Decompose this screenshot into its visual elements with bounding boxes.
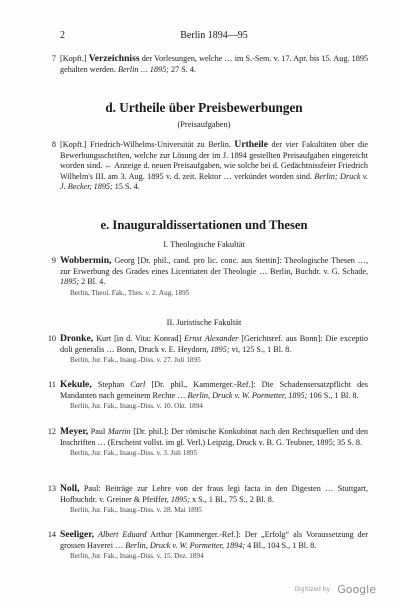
entry-14 [47, 529, 369, 562]
entry-7 [51, 53, 369, 75]
entry-number: 8 [51, 140, 56, 149]
entry-body: der Vorlesungen, welche … im S.-Sem. v. 17. Apr. bis 15. Aug. 1895 gehalten werden. [60, 54, 369, 74]
running-header [60, 30, 368, 44]
entry-body: Paul: Beiträge zur Lehre von der fraus legi facta in den Digesten … Stuttgart, Hofbuchdr. v. Greiner & Pfeiffer, [60, 484, 368, 504]
google-logo: Google [337, 583, 376, 596]
entry-8 [51, 139, 368, 193]
entry-body-cont: Arthur [Kammerger.-Ref.]: Der „Erfolg“ als Voraussetzung der grossen Haverei … [60, 530, 369, 550]
entry-number: 11 [48, 380, 56, 389]
entry-given-name: Martin [107, 427, 131, 436]
entry-imprint: Berlin, Druck v. W. Pormetter, 1895; [187, 390, 308, 400]
running-title: Berlin 1894—95 [180, 30, 248, 41]
faculty-heading-theology: I. Theologische Fakultät [163, 240, 245, 249]
entry-collation: 27 S. 4. [168, 64, 196, 74]
section-heading-d: d. Urtheile über Preisbewerbungen [105, 100, 303, 115]
watermark-caption: Digitized by [294, 586, 331, 593]
entry-number: 10 [47, 334, 56, 343]
entry-given-name: Carl [130, 380, 146, 389]
entry-text [60, 484, 368, 505]
entry-source: Berlin, Jur. Fak., Inaug.-Diss. v. 3. Juli 1895 [70, 449, 198, 458]
entry-text [60, 427, 368, 448]
entry-source: Berlin, Jur. Fak., Inaug.-Diss. v. 15. Dez. 1894 [70, 552, 204, 561]
entry-11 [48, 379, 368, 412]
entry-title: Verzeichniss [88, 53, 140, 64]
entry-number: 7 [51, 54, 56, 63]
entry-body: Georg [Dr. phil., cand. pro lic. conc. aus Stettin]: Theologische Thesen …, zur Erwerbung des Grades eines Licentiaten der Theologie … Berlin, Buchdr. v. G. Schade, [60, 256, 368, 276]
entry-13 [47, 483, 368, 516]
entry-collation: 106 S., 1 Bl. 8. [307, 390, 359, 400]
entry-source: Berlin, Jur. Fak., Inaug.-Diss. v. 27. Juli 1895 [70, 356, 201, 365]
entry-imprint: Berlin … 1895; [117, 64, 169, 74]
entry-number: 9 [51, 256, 56, 265]
entry-source: Berlin, Jur. Fak., Inaug.-Diss. v. 10. Okt. 1894 [70, 402, 203, 411]
entry-text [60, 530, 368, 551]
entry-collation: 4 Bl., 104 S., 1 Bl. 8. [245, 540, 317, 550]
entry-given-name: Albert Eduard [97, 530, 147, 539]
entry-text [60, 380, 368, 401]
entry-number: 13 [47, 484, 56, 493]
entry-text [60, 256, 368, 288]
entry-collation: x S., 1 Bl., 75 S., 2 Bl. 8. [189, 494, 274, 504]
entry-imprint: 1895; [60, 277, 80, 287]
entry-lead: [Kopft.] [60, 54, 89, 63]
entry-body-cont: [Dr. phil., Kammerger.-Ref.]: Die Schadensersatzpflicht des Mandanten nach gemeinem Rechte … [60, 380, 368, 400]
entry-imprint: Berlin, Druck v. W. Pormetter, 1894; [125, 540, 246, 550]
digitized-watermark [294, 579, 376, 598]
page-number: 2 [60, 30, 65, 41]
entry-author: Kekule, [60, 379, 92, 390]
faculty-heading-law: II. Juristische Fakultät [166, 318, 242, 327]
entry-imprint: 1895; [170, 494, 190, 504]
entry-body: Paul [88, 427, 108, 436]
entry-text [60, 140, 368, 193]
entry-body-cont: [Gerichtsref. aus Bonn]: Die exceptio doli generalis … Bonn, Druck v. E. Heydorn, [60, 334, 368, 354]
entry-source: Berlin, Jur. Fak., Inaug.-Diss. v. 28. Mai 1895 [70, 506, 202, 515]
entry-lead: [Kopft.] Friedrich-Wilhelms-Universität zu Berlin. [60, 140, 235, 149]
entry-author: Meyer, [60, 426, 89, 437]
entry-author: Dronke, [60, 333, 94, 344]
entry-number: 12 [47, 427, 56, 436]
entry-collation: 15 S. 4. [112, 182, 140, 192]
entry-9 [51, 255, 368, 298]
entry-author: Seeliger, [60, 529, 95, 540]
entry-source: Berlin, Theol. Fak., Thes. v. 2. Aug. 1895 [70, 288, 190, 297]
entry-author: Wobbermin, [60, 255, 112, 266]
entry-body: Kurt [in d. Vita: Konrad] [93, 334, 185, 343]
section-subtitle-d: (Preisaufgaben) [177, 120, 231, 129]
entry-body: der vier Fakultäten über die Bewerbungsschriften, welche zur Lösung der im J. 1894 gestellten Preisaufgaben eingereicht worden sind. ← Anzeige d. neuen Preisaufgaben, wie solche bei d. Gedächtnissfeier Friedrich Wilhelm's III. am 3. Aug. 1895 v. d. zeit. Rektor … verkündet worden sind. [60, 140, 368, 181]
entry-imprint: 1895; [210, 344, 230, 354]
entry-body-cont: [Dr. phil.]: Der römische Konkubinat nach den Rechtsquellen und den Inschriften … (Erscheint vollst. im gl. Verl.) Leipzig, Druck v. B. G. Teubner, 1895; 35 S. 8. [60, 427, 369, 447]
entry-title: Urtheile [234, 139, 268, 150]
entry-body: Stephan [91, 380, 131, 389]
entry-given-name: Ernst Alexander [184, 334, 239, 343]
entry-text [60, 334, 368, 355]
entry-author: Noll, [60, 483, 80, 494]
entry-collation: vi, 125 S., 1 Bl. 8. [229, 344, 292, 354]
entry-text [60, 54, 368, 75]
entry-collation: 2 Bl. 4. [79, 277, 106, 287]
section-heading-e: e. Inauguraldissertationen und Thesen [100, 218, 308, 232]
entry-imprint: Berlin; Druck v. J. Becker, 1895; [60, 171, 368, 192]
entry-12 [47, 426, 369, 459]
entry-number: 14 [47, 530, 56, 539]
entry-10 [47, 333, 368, 366]
